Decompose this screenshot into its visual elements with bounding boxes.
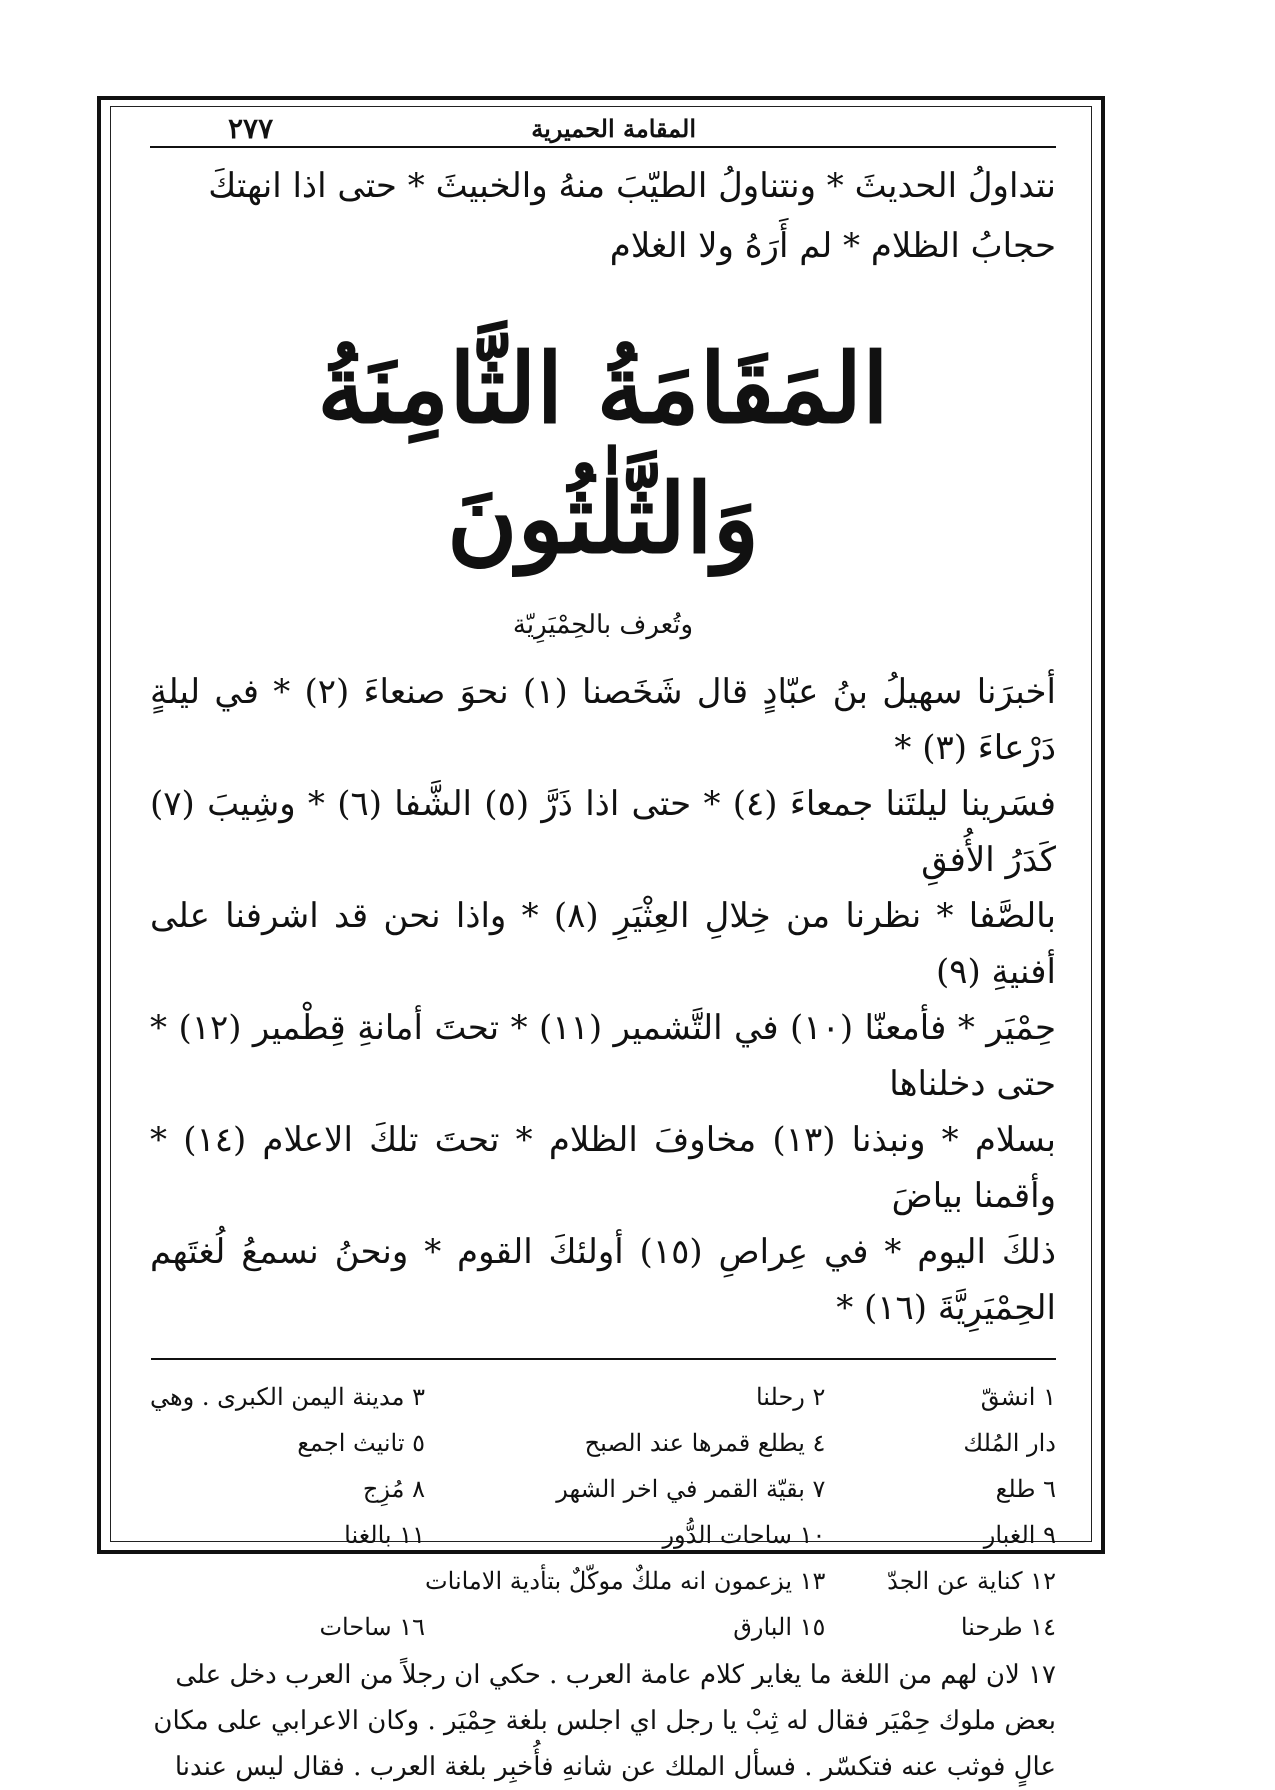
text-line: بسلام * ونبذنا (١٣) مخاوفَ الظلام * تحتَ تلكَ الاعلام (١٤) * وأقمنا بياضَ bbox=[150, 1120, 1056, 1216]
footnote: ١٣ يزعمون انه ملكٌ موكّلٌ بتأدية الامانات bbox=[425, 1567, 826, 1595]
long-footnote-line: ١٧ لان لهم من اللغة ما يغاير كلام عامة العرب . حكي ان رجلاً من العرب دخل على bbox=[175, 1660, 1056, 1690]
footnote: ٩ الغبار bbox=[983, 1521, 1056, 1549]
footnote bbox=[150, 1558, 425, 1604]
text-line: ذلكَ اليوم * في عِراصِ (١٥) أولئكَ القوم * ونحنُ نسمعُ لُغتَهم الحِمْيَرِيَّةَ (١٦) * bbox=[150, 1232, 1056, 1328]
opening-lines bbox=[150, 156, 1056, 276]
long-footnote-line: عالٍ فوثب عنه فتكسّر . فسأل الملك عن شانهِ فأُخبِر بلغة العرب . فقال ليس عندنا bbox=[174, 1752, 1056, 1782]
footnote: دار المُلك bbox=[963, 1429, 1056, 1457]
footnote: ١٥ البارق bbox=[733, 1613, 826, 1641]
page-number: ٢٧٧ bbox=[228, 112, 274, 145]
footnote: ٦ طلع bbox=[995, 1475, 1056, 1503]
footnote: ١٤ طرحنا bbox=[960, 1613, 1056, 1641]
opening-line: نتداولُ الحديثَ * ونتناولُ الطيّبَ منهُ والخبيثَ * حتى اذا انهتكَ bbox=[208, 166, 1056, 206]
footnotes bbox=[150, 1374, 1056, 1650]
footnote: ٧ بقيّة القمر في اخر الشهر bbox=[556, 1475, 826, 1503]
chapter-subtitle: وتُعرف بالحِمْيَرِيّة bbox=[512, 610, 694, 640]
text-line: فسَرينا ليلتَنا جمعاءَ (٤) * حتى اذا ذَرَّ (٥) الشَّفا (٦) * وشِيبَ (٧) كَدَرُ الأُفقِ bbox=[150, 784, 1057, 880]
footnote: ٥ تانيث اجمع bbox=[297, 1429, 426, 1457]
footnote: ٤ يطلع قمرها عند الصبح bbox=[584, 1429, 826, 1457]
footnote: ٣ مدينة اليمن الكبرى . وهي bbox=[150, 1383, 426, 1411]
footnote: ٨ مُزِج bbox=[362, 1475, 426, 1503]
footnote: ١١ بالغنا bbox=[344, 1521, 426, 1549]
text-line: حِمْيَر * فأمعنّا (١٠) في التَّشمير (١١) * تحتَ أمانةِ قِطْمير (١٢) * حتى دخلناها bbox=[150, 1008, 1056, 1104]
running-title: المقامة الحميرية bbox=[531, 114, 696, 143]
chapter-title: المَقَامَةُ الثَّامِنَةُ وَالثَّلٰثُونَ bbox=[317, 332, 889, 575]
long-footnote-line: بعض ملوك حِمْيَر فقال له ثِبْ يا رجل اي اجلس بلغة حِمْيَر . وكان الاعرابي على مكان bbox=[153, 1706, 1056, 1736]
footnote: ١٢ كناية عن الجدّ bbox=[887, 1567, 1056, 1595]
long-footnote bbox=[150, 1652, 1056, 1790]
text-line: أخبرَنا سهيلُ بنُ عبّادٍ قال شَخَصنا (١) نحوَ صنعاءَ (٢) * في ليلةٍ دَرْعاءَ (٣) * bbox=[150, 672, 1056, 768]
footnote: ٢ رحلنا bbox=[755, 1383, 826, 1411]
opening-line: حجابُ الظلام * لم أَرَهُ ولا الغلام bbox=[609, 226, 1056, 266]
main-text bbox=[150, 664, 1056, 1336]
text-line: بالصَّفا * نظرنا من خِلالِ العِثْيَرِ (٨) * واذا نحن قد اشرفنا على أفنيةِ (٩) bbox=[150, 896, 1056, 992]
footnote-divider bbox=[151, 1358, 1056, 1360]
footnote: ١٠ ساحات الدُّور bbox=[662, 1521, 826, 1549]
running-header bbox=[150, 110, 1056, 148]
footnote: ١ انشقّ bbox=[980, 1383, 1056, 1411]
page-content bbox=[150, 110, 1056, 1790]
footnote: ١٦ ساحات bbox=[319, 1613, 426, 1641]
